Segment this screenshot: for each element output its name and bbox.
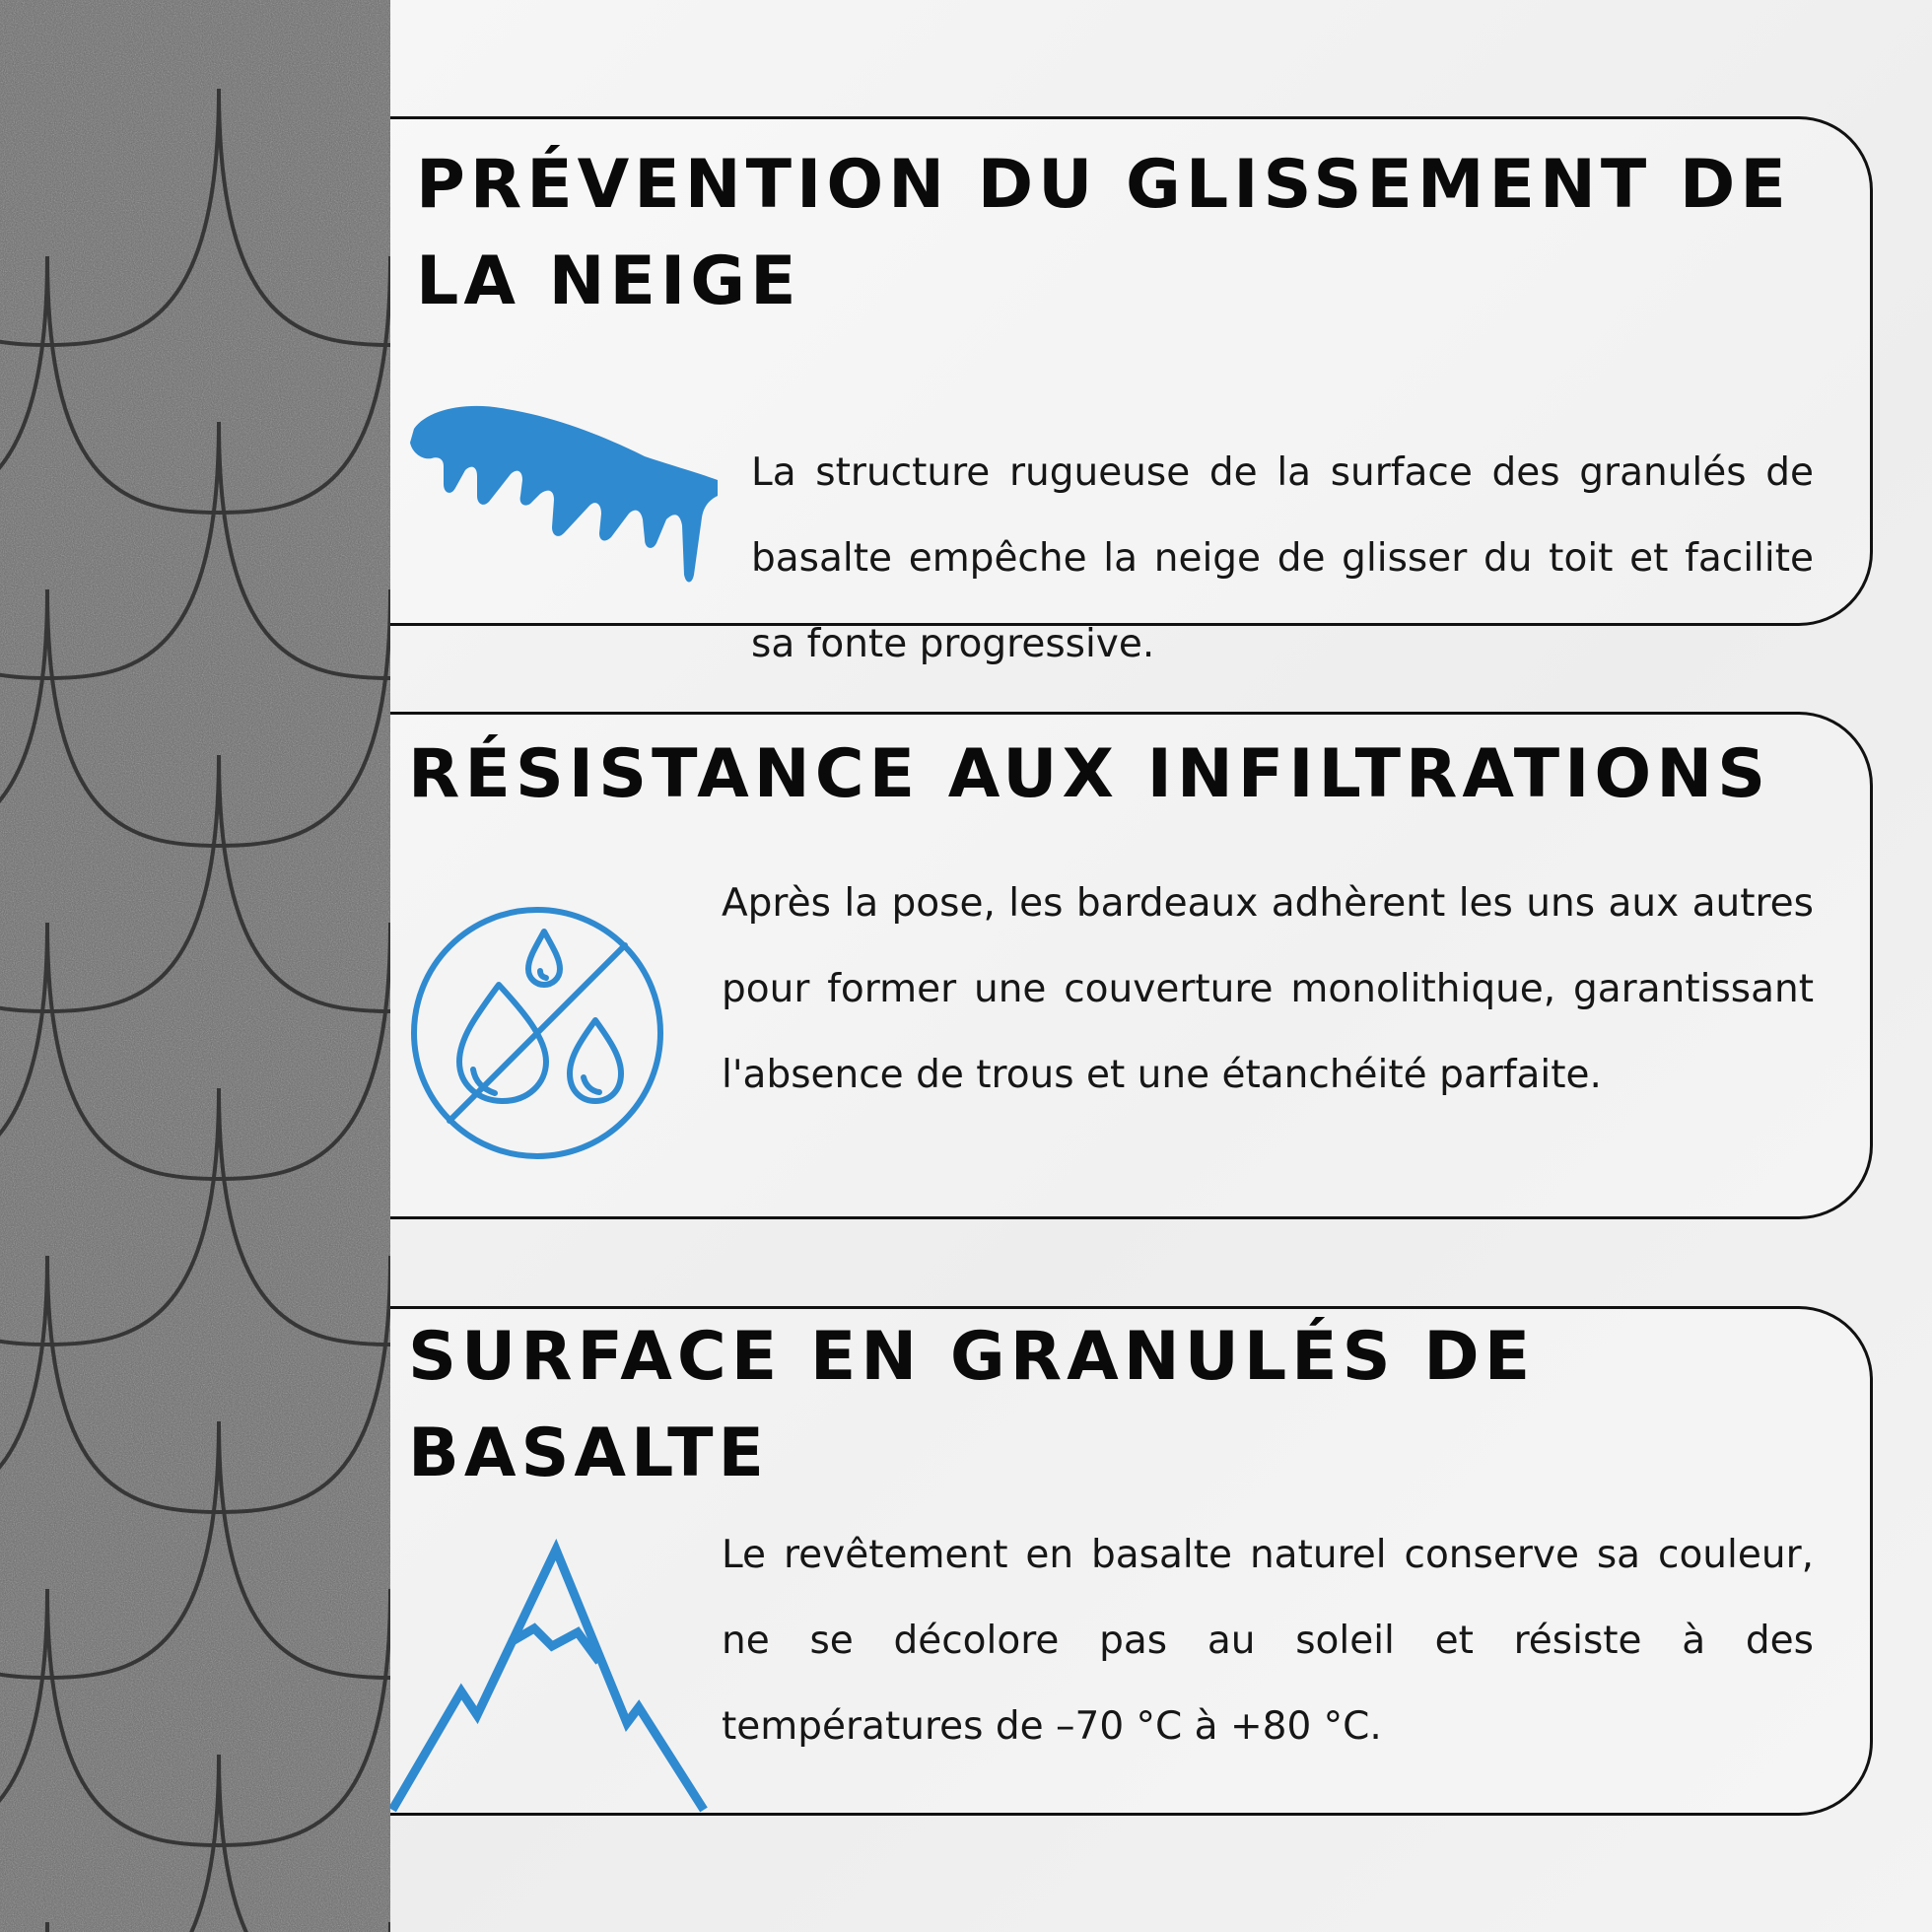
feature-card-waterproof bbox=[390, 712, 1873, 1219]
card-title-snow-slip bbox=[416, 137, 1835, 330]
card-text-infiltrations: Après la pose, les bardeaux adhèrent les uns aux autres pour former une couverture monolithique, garantissant l'absence de trous et une étanchéité parfaite. bbox=[722, 881, 1814, 1097]
card-title-infiltrations bbox=[408, 726, 1828, 823]
card-title-line: LA NEIGE bbox=[416, 242, 801, 320]
card-text-basalt-surface: Le revêtement en basalte naturel conserve sa couleur, ne se décolore pas au soleil et résiste à des températures de –70 °C à +80 °C. bbox=[722, 1533, 1814, 1749]
icicles-icon bbox=[408, 397, 724, 594]
shingle-texture-panel bbox=[0, 0, 390, 1932]
card-title-line: BASALTE bbox=[408, 1414, 769, 1492]
card-title-line: RÉSISTANCE AUX INFILTRATIONS bbox=[408, 735, 1771, 813]
feature-card-basalt bbox=[390, 1306, 1873, 1816]
card-title-line: SURFACE EN GRANULÉS DE bbox=[408, 1318, 1536, 1396]
mountain-icon bbox=[390, 1536, 716, 1814]
card-title-basalt-surface bbox=[408, 1309, 1828, 1502]
feature-card-snow bbox=[390, 116, 1873, 666]
no-water-drops-icon bbox=[408, 904, 666, 1162]
card-title-line: PRÉVENTION DU GLISSEMENT DE bbox=[416, 146, 1791, 224]
card-text-snow-slip: La structure rugueuse de la surface des granulés de basalte empêche la neige de glisser du toit et facilite sa fonte progressive. bbox=[751, 450, 1814, 666]
